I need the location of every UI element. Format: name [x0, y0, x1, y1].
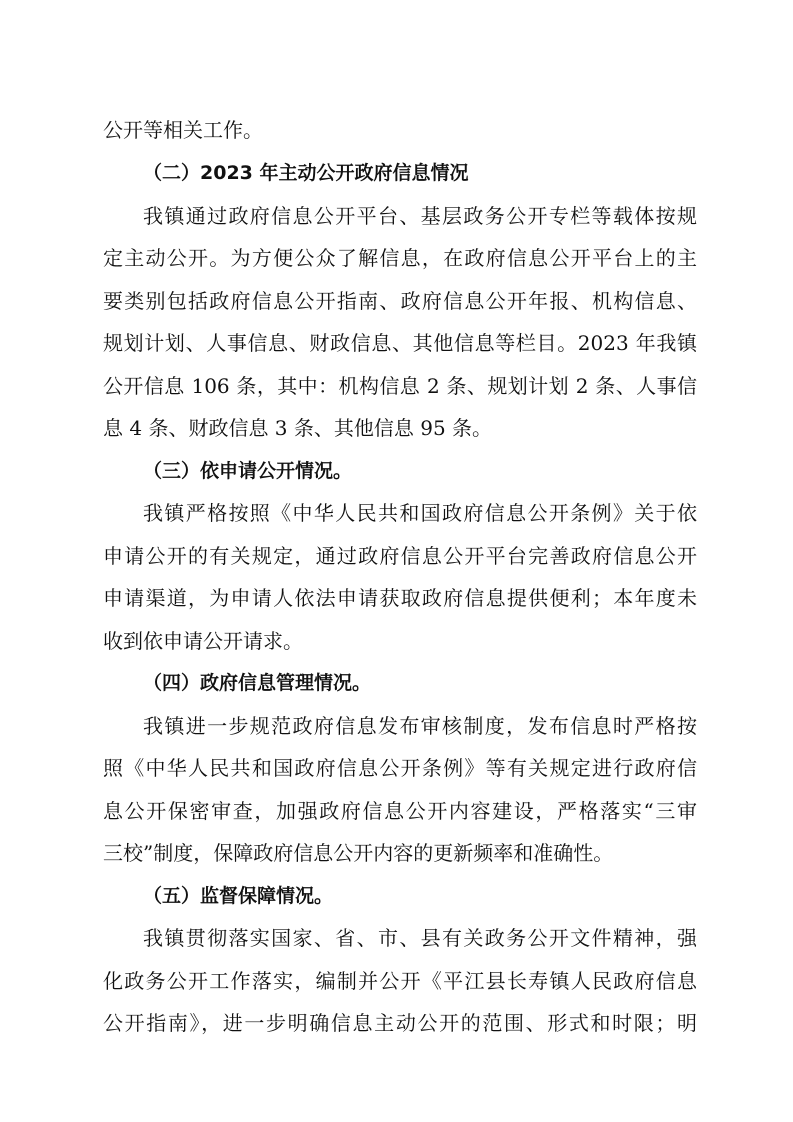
paragraph-line: 申请渠道，为申请人依法申请获取政府信息提供便利；本年度未: [103, 586, 697, 610]
paragraph-line: 收到依申请公开请求。: [103, 629, 303, 653]
paragraph-line: 我镇严格按照《中华人民共和国政府信息公开条例》关于依: [143, 501, 697, 525]
paragraph-line: 我镇贯彻落实国家、省、市、县有关政务公开文件精神，强: [143, 926, 697, 950]
section-heading-3: （三）依申请公开情况。: [143, 460, 353, 482]
text-line: 公开等相关工作。: [103, 118, 263, 142]
paragraph-line: 化政务公开工作落实，编制并公开《平江县长寿镇人民政府信息: [103, 969, 697, 993]
paragraph-line: 三校”制度，保障政府信息公开内容的更新频率和准确性。: [103, 841, 614, 865]
paragraph-line: 我镇进一步规范政府信息发布审核制度，发布信息时严格按: [143, 714, 697, 738]
section-heading-5: （五）监督保障情况。: [143, 885, 334, 907]
paragraph-line: 规划计划、人事信息、财政信息、其他信息等栏目。2023 年我镇: [103, 331, 697, 355]
paragraph-line: 申请公开的有关规定，通过政府信息公开平台完善政府信息公开: [103, 544, 697, 568]
paragraph-line: 公开指南》，进一步明确信息主动公开的范围、形式和时限；明: [103, 1011, 697, 1035]
paragraph-line: 息公开保密审查，加强政府信息公开内容建设，严格落实“三审: [103, 799, 697, 823]
paragraph-line: 要类别包括政府信息公开指南、政府信息公开年报、机构信息、: [103, 289, 697, 313]
paragraph-line: 公开信息 106 条，其中：机构信息 2 条、规划计划 2 条、人事信: [103, 374, 697, 398]
paragraph-line: 定主动公开。为方便公众了解信息，在政府信息公开平台上的主: [103, 246, 697, 270]
paragraph-line: 我镇通过政府信息公开平台、基层政务公开专栏等载体按规: [143, 204, 697, 228]
paragraph-line: 照《中华人民共和国政府信息公开条例》等有关规定进行政府信: [103, 756, 697, 780]
section-heading-2: （二）2023 年主动公开政府信息情况: [143, 162, 469, 184]
section-heading-4: （四）政府信息管理情况。: [143, 672, 372, 694]
paragraph-line: 息 4 条、财政信息 3 条、其他信息 95 条。: [103, 416, 493, 440]
